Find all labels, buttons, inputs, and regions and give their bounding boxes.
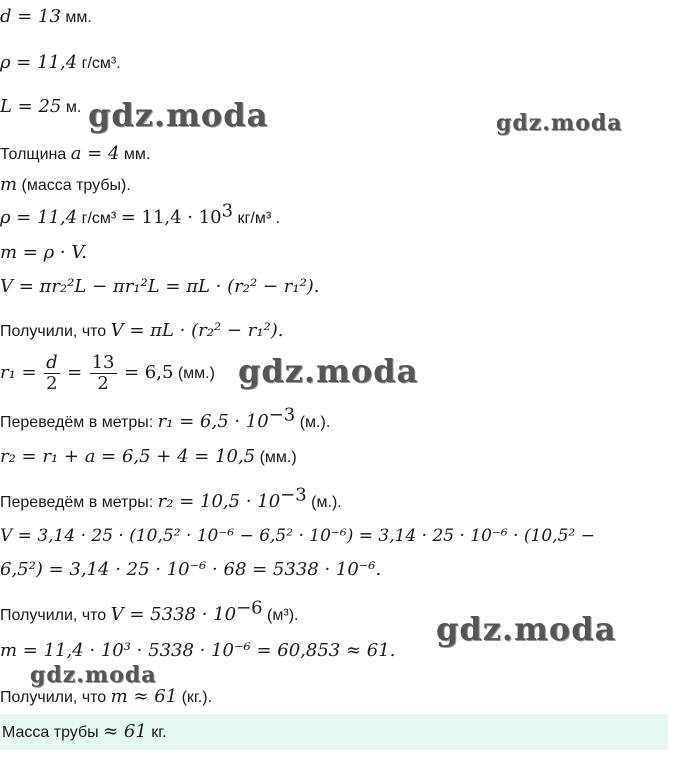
watermark-logo: gdz.moda: [496, 110, 623, 136]
fraction-13-over-2: [90, 353, 117, 394]
unit: (м.).: [295, 414, 331, 431]
unit: (м³).: [262, 607, 299, 624]
label: Переведём в метры:: [0, 414, 158, 431]
answer-box: [0, 714, 668, 750]
watermark-logo: gdz.moda: [30, 662, 157, 688]
unit: (м.).: [306, 494, 342, 511]
volume-result-line: [0, 320, 284, 343]
volume-result: [0, 597, 299, 627]
math: ρ = 11,4: [0, 207, 78, 228]
fraction-d-over-2: [44, 353, 60, 394]
unit: (кг.).: [177, 689, 213, 706]
math: r₂ = 10,5 · 10: [157, 491, 281, 512]
numerator: d: [46, 352, 58, 374]
label: Получили, что: [0, 323, 111, 340]
unit: (мм.): [255, 449, 297, 466]
given-density: [0, 52, 121, 75]
volume-calc-line1: [0, 525, 595, 547]
radius1-calc: [0, 352, 215, 395]
volume-calc-line2: [0, 559, 381, 582]
label: (масса трубы).: [17, 177, 131, 194]
unit: (мм.): [173, 365, 215, 382]
density-conversion: [0, 200, 281, 230]
mass-formula: [0, 242, 87, 265]
math: m = ρ · V.: [0, 242, 87, 263]
exponent: −6: [236, 597, 263, 619]
math: r₂ = r₁ + a = 6,5 + 4 = 10,5: [0, 446, 256, 467]
math: ρ = 11,4: [0, 52, 78, 73]
math: r₁ = 6,5 · 10: [157, 411, 269, 432]
watermark-logo: gdz.moda: [88, 96, 269, 134]
denominator: 2: [46, 373, 58, 395]
unit: кг/м³ .: [233, 210, 281, 227]
math: V = 3,14 · 25 · (10,5² · 10⁻⁶ − 6,5² · 10⁻⁶) = 3,14 · 25 · 10⁻⁶ · (10,5² −: [0, 526, 595, 546]
given-length: [0, 96, 81, 119]
unit: мм.: [60, 9, 92, 26]
unit: г/см³: [77, 210, 121, 227]
unit: мм.: [119, 146, 151, 163]
radius1-meters: [0, 404, 331, 434]
label: Получили, что: [0, 607, 111, 624]
given-diameter: [0, 6, 92, 29]
math: d = 13: [0, 6, 61, 27]
math: V = πr₂²L − πr₁²L = πL · (r₂² − r₁²).: [0, 276, 320, 297]
answer-math: ≈ 61: [103, 721, 147, 742]
answer-label: Масса трубы: [2, 724, 104, 741]
exponent: −3: [280, 484, 307, 506]
unit: г/см³.: [77, 55, 121, 72]
numerator: 13: [91, 352, 115, 374]
math: = 6,5: [123, 362, 174, 383]
given-thickness: [0, 143, 150, 166]
equals: =: [67, 362, 83, 383]
math: m = 11,4 · 10³ · 5338 · 10⁻⁶ = 60,853 ≈ 61.: [0, 640, 396, 661]
exponent: −3: [268, 404, 296, 426]
radius2-calc: [0, 446, 297, 469]
volume-formula: [0, 276, 320, 299]
mass-calc: [0, 640, 395, 663]
answer-unit: кг.: [146, 724, 167, 741]
math: L = 25: [0, 96, 62, 117]
exponent: 3: [221, 200, 234, 222]
radius2-meters: [0, 484, 342, 514]
math: m: [0, 174, 18, 195]
math: = 11,4 · 10: [120, 207, 222, 228]
unit: м.: [61, 99, 82, 116]
watermark-logo: gdz.moda: [238, 352, 419, 390]
denominator: 2: [97, 373, 109, 395]
math: m ≈ 61: [110, 686, 178, 707]
label: Переведём в метры:: [0, 494, 158, 511]
math: 6,5²) = 3,14 · 25 · 10⁻⁶ · 68 = 5338 · 10⁻⁶.: [0, 559, 382, 580]
unknown-mass: [0, 174, 131, 197]
math: V = πL · (r₂² − r₁²).: [110, 320, 284, 341]
math: V = 5338 · 10: [110, 604, 237, 625]
mass-result: [0, 686, 212, 709]
math: r₁ =: [0, 362, 37, 383]
label: Толщина: [0, 146, 71, 163]
math: a = 4: [70, 143, 120, 164]
watermark-logo: gdz.moda: [436, 610, 617, 648]
label: Получили, что: [0, 689, 111, 706]
